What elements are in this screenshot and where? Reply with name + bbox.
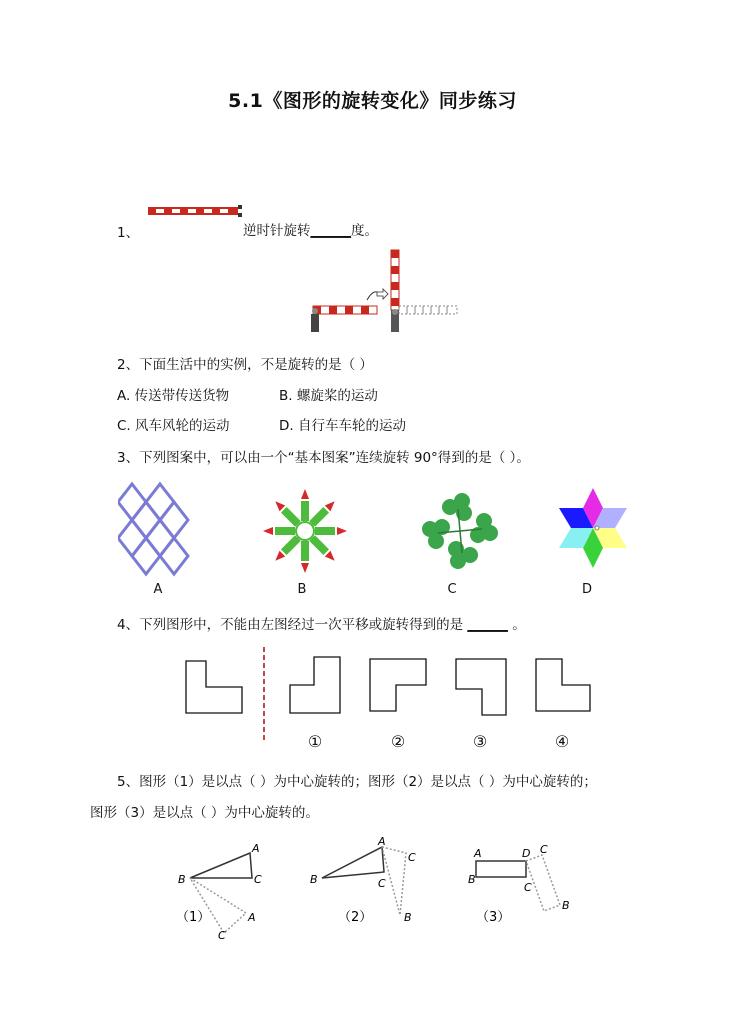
q4-label-2: ② [390, 732, 406, 751]
q4-label-3: ③ [472, 732, 488, 751]
shape-3 [456, 659, 506, 715]
q5-rotation-figures [170, 835, 610, 945]
fig1-label: （1） [176, 910, 211, 925]
page-title: 5.1《图形的旋转变化》同步练习 [228, 90, 517, 112]
original-l-shape [186, 661, 242, 713]
q2-option-d[interactable]: D. 自行车车轮的运动 [279, 418, 406, 434]
fig2-point-b-rotated: B [404, 911, 412, 924]
shape-2 [370, 659, 426, 711]
q3-label-c: C [447, 582, 457, 597]
fig1-point-a-rotated: A [248, 911, 256, 924]
fig2-point-c: C [378, 877, 386, 890]
q4-label-1: ① [307, 732, 323, 751]
q2-stem: 2、下面生活中的实例，不是旋转的是（ ） [117, 357, 373, 373]
q2-option-b[interactable]: B. 螺旋桨的运动 [279, 388, 378, 404]
barrier-bar-image [146, 204, 246, 218]
fig3-point-d: D [522, 847, 531, 860]
fig1-point-c-rotated: C [218, 929, 226, 942]
q4-label-4: ④ [554, 732, 570, 751]
pattern-a-lattice [118, 480, 194, 578]
fig2-point-b: B [310, 873, 318, 886]
fig2-point-a: A [378, 835, 386, 848]
pattern-b-arrows [260, 486, 350, 576]
q5-line2: 图形（3）是以点（ ）为中心旋转的。 [90, 805, 319, 821]
fig1-point-c: C [254, 873, 262, 886]
q4-stem: 4、下列图形中，不能由左图经过一次平移或旋转得到的是 ______ 。 [117, 617, 526, 633]
q4-shapes [180, 645, 600, 745]
q4-answer-blank[interactable]: ______ [467, 617, 508, 633]
q1-answer-blank[interactable]: ______ [310, 223, 351, 239]
fig1-point-a: A [252, 842, 260, 855]
fig3-point-b-rotated: B [562, 899, 570, 912]
q3-label-a: A [153, 582, 163, 597]
fig3-point-b: B [468, 873, 476, 886]
q2-option-a[interactable]: A. 传送带传送货物 [117, 388, 230, 404]
fig2-point-c-rotated: C [408, 851, 416, 864]
pattern-d-star [553, 484, 633, 572]
q2-option-c[interactable]: C. 风车风轮的运动 [117, 418, 230, 434]
q3-label-d: D [581, 582, 592, 597]
shape-1 [290, 657, 340, 713]
q1-barrier-figure [305, 248, 465, 336]
q3-label-b: B [297, 582, 307, 597]
q1-text: 逆时针旋转______度。 [243, 223, 378, 239]
fig3-point-a: A [474, 847, 482, 860]
q3-stem: 3、下列图案中，可以由一个“基本图案”连续旋转 90°得到的是（ ）。 [117, 450, 530, 466]
shape-4 [536, 659, 590, 711]
fig3-point-c: C [524, 881, 532, 894]
q5-line1: 5、图形（1）是以点（ ）为中心旋转的；图形（2）是以点（ ）为中心旋转的； [117, 774, 597, 790]
fig2-label: （2） [338, 910, 373, 925]
fig1-point-b: B [178, 873, 186, 886]
fig3-label: （3） [476, 910, 511, 925]
pattern-c-clover [415, 486, 505, 576]
q1-number: 1、 [117, 225, 140, 241]
fig3-point-c-rotated: C [540, 843, 548, 856]
